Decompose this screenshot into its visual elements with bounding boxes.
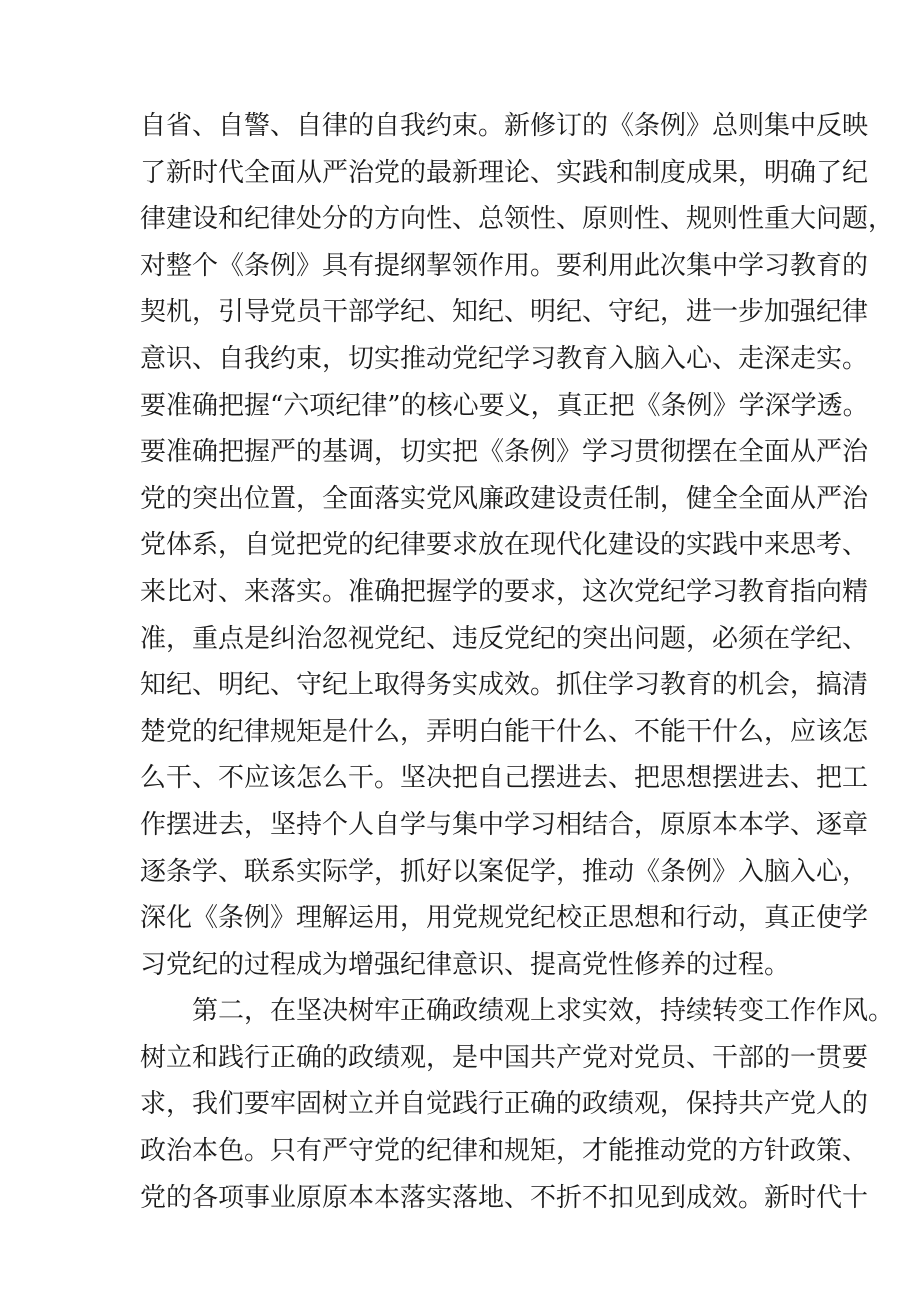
text-line: 求，我们要牢固树立并自觉践行正确的政绩观，保持共产党人的 (140, 1089, 869, 1120)
text-line: 么干、不应该怎么干。坚决把自己摆进去、把思想摆进去、把工 (140, 763, 869, 794)
text-line: 准，重点是纠治忽视党纪、违反党纪的突出问题，必须在学纪、 (140, 623, 869, 654)
text-line: 逐条学、联系实际学，抓好以案促学，推动《条例》入脑入心， (140, 856, 869, 887)
text-line: 要准确把握“六项纪律”的核心要义，真正把《条例》学深学透。 (140, 390, 869, 421)
text-line: 来比对、来落实。准确把握学的要求，这次党纪学习教育指向精 (140, 576, 869, 607)
body-text (140, 103, 895, 1221)
text-line: 契机，引导党员干部学纪、知纪、明纪、守纪，进一步加强纪律 (140, 297, 869, 328)
text-line: 党的突出位置，全面落实党风廉政建设责任制，健全全面从严治 (140, 483, 869, 514)
text-line: 党体系，自觉把党的纪律要求放在现代化建设的实践中来思考、 (140, 530, 869, 561)
text-line: 树立和践行正确的政绩观，是中国共产党对党员、干部的一贯要 (140, 1042, 869, 1073)
text-line: 自省、自警、自律的自我约束。新修订的《条例》总则集中反映 (140, 111, 869, 141)
text-line: 作摆进去，坚持个人自学与集中学习相结合，原原本本学、逐章 (140, 809, 869, 840)
text-line: 要准确把握严的基调，切实把《条例》学习贯彻摆在全面从严治 (140, 437, 869, 468)
paragraph-first-line: 第二，在坚决树牢正确政绩观上求实效，持续转变工作作风。 (192, 996, 895, 1027)
text-line: 律建设和纪律处分的方向性、总领性、原则性、规则性重大问题， (140, 204, 895, 235)
text-line: 知纪、明纪、守纪上取得务实成效。抓住学习教育的机会，搞清 (140, 670, 869, 701)
text-line: 意识、自我约束，切实推动党纪学习教育入脑入心、走深走实。 (140, 343, 869, 374)
text-line: 对整个《条例》具有提纲挈领作用。要利用此次集中学习教育的 (140, 250, 869, 281)
text-line: 党的各项事业原原本本落实落地、不折不扣见到成效。新时代十 (140, 1182, 869, 1213)
text-line: 深化《条例》理解运用，用党规党纪校正思想和行动，真正使学 (140, 903, 869, 934)
text-line: 政治本色。只有严守党的纪律和规矩，才能推动党的方针政策、 (140, 1136, 869, 1167)
text-line: 了新时代全面从严治党的最新理论、实践和制度成果，明确了纪 (140, 157, 869, 188)
text-line: 楚党的纪律规矩是什么，弄明白能干什么、不能干什么，应该怎 (140, 716, 869, 747)
text-line: 习党纪的过程成为增强纪律意识、提高党性修养的过程。 (140, 949, 791, 980)
